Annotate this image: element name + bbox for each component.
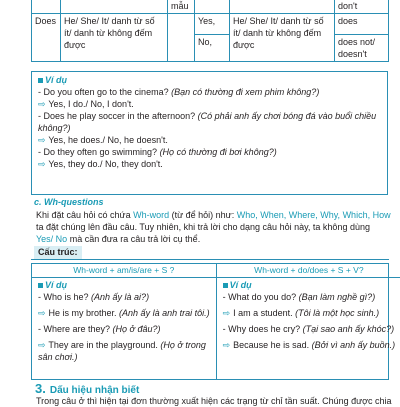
- square-bullet-icon: [223, 283, 228, 288]
- square-bullet-icon: [38, 78, 43, 83]
- wh-heading: c. Wh-questions: [34, 197, 104, 207]
- example-box: [31, 71, 388, 195]
- example-line: ⇨ I am a student. (Tôi là một học sinh.): [222, 308, 380, 318]
- arrow-right-icon: ⇨: [38, 135, 46, 145]
- table-row: [32, 14, 389, 62]
- aux-cell: Does: [32, 14, 61, 62]
- conjugation-table: [31, 0, 389, 62]
- arrow-right-icon: ⇨: [38, 340, 46, 350]
- structure-col-right: Wh-word + do/does + S + V? Ví dụ - What do you do? (Bạn làm nghề gì?) ⇨ I am a student. (Tôi là một học sinh.) - Why does he cry? (Tại sao anh ấy khóc?) ⇨ Because he is sad. (Bởi vì anh ấy buồn.): [216, 264, 400, 379]
- structure-label: Cấu trúc:: [34, 246, 82, 259]
- answer-cell: Yes, No,: [195, 14, 230, 62]
- example-line: - Do they often go swimming? (Họ có thường đi bơi không?): [38, 147, 277, 157]
- square-bullet-icon: [38, 283, 43, 288]
- example-line: - Who is he? (Anh ấy là ai?): [38, 292, 150, 302]
- structure-formula: Wh-word + am/is/are + S ?: [32, 264, 216, 278]
- body-text: Trong câu ở thì hiện tại đơn thường xuất hiện các trạng từ chỉ tần suất. Chúng được chia: [36, 396, 392, 406]
- arrow-right-icon: ⇨: [38, 308, 46, 318]
- example-label: Ví dụ: [38, 74, 381, 86]
- example-line: - Does he play soccer in the afternoon? (Có phải anh ấy chơi bóng đá vào buổi chiều không?): [38, 111, 377, 133]
- example-line: ⇨ Yes, they do./ No, they don't.: [38, 159, 163, 169]
- structure-formula: Wh-word + do/does + S + V?: [217, 264, 400, 278]
- arrow-right-icon: ⇨: [222, 308, 231, 318]
- arrow-right-icon: ⇨: [38, 159, 46, 169]
- divider: [31, 259, 389, 260]
- example-line: ⇨ He is my brother. (Anh ấy là anh trai tôi.): [38, 308, 210, 318]
- short-answer-cell: does does not/ doesn't: [335, 14, 389, 62]
- example-line: ⇨ Yes, he does./ No, he doesn't.: [38, 135, 168, 145]
- arrow-right-icon: ⇨: [38, 99, 46, 109]
- table-row: mẫu don't: [32, 0, 389, 14]
- wh-paragraph: Khi đặt câu hỏi có chứa Wh-word (từ để hỏi) như: Who, When, Where, Why, Which, How ta đặt chúng lên đầu câu. Tuy nhiên, khi trả lời cho dạng câu hỏi này, ta không dùng Yes/ No mà cần đưa ra câu trả lời cụ thể.: [36, 210, 391, 244]
- example-line: - Do you often go to the cinema? (Bạn có thường đi xem phim không?): [38, 87, 320, 97]
- example-line: - Where are they? (Họ ở đâu?): [38, 324, 161, 334]
- structure-col-left: Wh-word + am/is/are + S ? Ví dụ - Who is he? (Anh ấy là ai?) ⇨ He is my brother. (Anh ấy là anh trai tôi.) - Where are they? (Họ ở đâu?) ⇨ They are in the playground. (Họ ở trong sân chơi.): [32, 264, 216, 379]
- structure-grid: [31, 263, 396, 380]
- subject-cell: He/ She/ It/ danh từ số ít/ danh từ không đếm được: [61, 14, 168, 62]
- example-line: ⇨ They are in the playground. (Họ ở trong sân chơi.): [38, 340, 206, 362]
- example-line: - Why does he cry? (Tại sao anh ấy khóc?): [222, 324, 395, 334]
- example-line: ⇨ Yes, I do./ No, I don't.: [38, 99, 134, 109]
- section-heading: 3. Dấu hiệu nhận biết: [35, 381, 140, 396]
- arrow-right-icon: ⇨: [222, 340, 231, 350]
- subject-cell-2: He/ She/ It/ danh từ số ít/ danh từ không đếm được: [230, 14, 335, 62]
- example-line: ⇨ Because he is sad. (Bởi vì anh ấy buồn.): [222, 340, 396, 350]
- example-line: - What do you do? (Bạn làm nghề gì?): [222, 292, 376, 302]
